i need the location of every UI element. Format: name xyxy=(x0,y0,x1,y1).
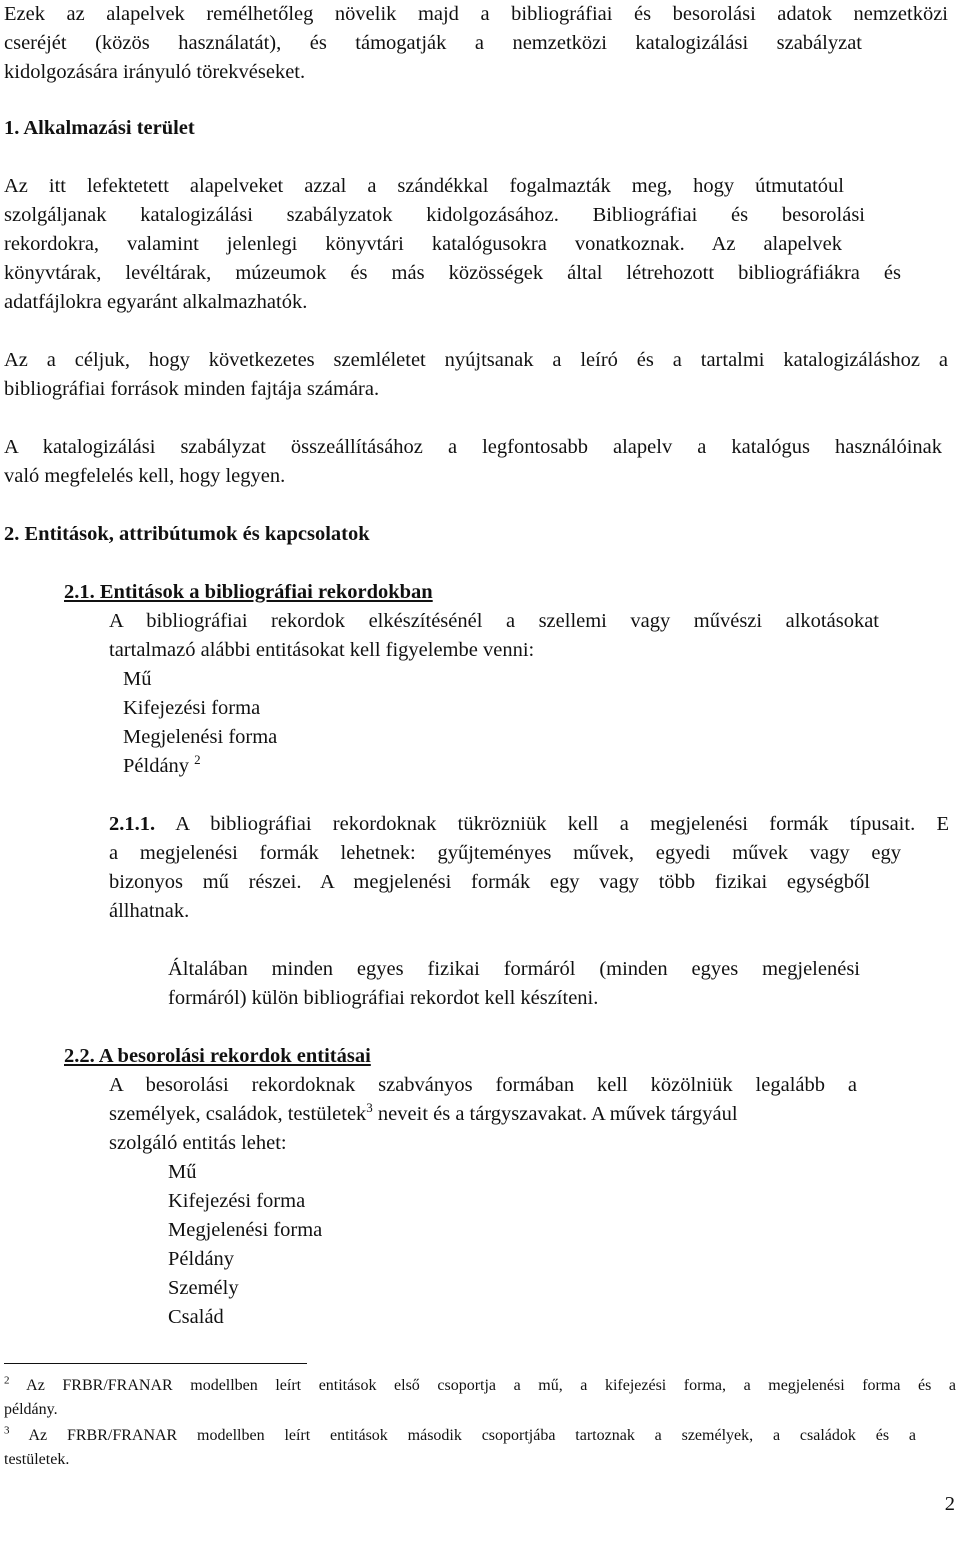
s21-text-line-1: A bibliográfiai rekordok elkészítésénél a szellemi vagy művészi alkotásokat xyxy=(109,610,879,632)
s1-p1-line-2: szolgáljanak katalogizálási szabályzatok kidolgozásához. Bibliográfiai és besorolási xyxy=(4,204,865,226)
s1-p2-line-1: Az a céljuk, hogy következetes szemléletet nyújtsanak a leíró és a tartalmi katalogizáláshoz a xyxy=(4,349,948,371)
intro-line-1: Ezek az alapelvek remélhetőleg növelik majd a bibliográfiai és besorolási adatok nemzetközi xyxy=(4,3,948,25)
section-1-heading: 1. Alkalmazási terület xyxy=(4,117,195,139)
intro-line-3: kidolgozására irányuló törekvéseket. xyxy=(4,61,306,83)
s1-p1-line-1: Az itt lefektetett alapelveket azzal a szándékkal fogalmazták meg, hogy útmutatóul xyxy=(4,175,844,197)
s1-p3-line-1: A katalogizálási szabályzat összeállításához a legfontosabb alapelv a katalógus használóinak xyxy=(4,436,942,458)
s22-item-kifejezesi-forma: Kifejezési forma xyxy=(168,1190,306,1212)
footnote-2-line-1: $^2$ Az FRBR/FRANAR modellben leírt entitások első csoportja a mű, a kifejezési forma, a megjelenési forma és a xyxy=(4,1374,956,1394)
footnote-ref-3: 3 xyxy=(366,1100,373,1116)
s1-p2-line-2: bibliográfiai források minden fajtája számára. xyxy=(4,378,380,400)
footnote-3-line-2: testületek. xyxy=(4,1451,70,1468)
s211-line-4: állhatnak. xyxy=(109,900,190,922)
s1-p1-line-4: könyvtárak, levéltárak, múzeumok és más közösségek által létrehozott bibliográfiákra és xyxy=(4,262,901,284)
s211-indented-line-1: Általában minden egyes fizikai formáról (minden egyes megjelenési xyxy=(168,958,860,980)
s1-p1-line-3: rekordokra, valamint jelenlegi könyvtári katalógusokra vonatkoznak. Az alapelvek xyxy=(4,233,842,255)
s211-line-1: 2.1.1. A bibliográfiai rekordoknak tükrözniük kell a megjelenési formák típusait. E xyxy=(109,813,949,835)
s211-line-3: bizonyos mű részei. A megjelenési formák egy vagy több fizikai egységből xyxy=(109,871,870,893)
s22-item-csalad: Család xyxy=(168,1306,224,1328)
s21-item-mu: Mű xyxy=(123,668,152,690)
s211-line-2: a megjelenési formák lehetnek: gyűjteményes művek, egyedi művek vagy egy xyxy=(109,842,901,864)
s22-item-peldany: Példány xyxy=(168,1248,235,1270)
s22-line-3: szolgáló entitás lehet: xyxy=(109,1132,287,1154)
intro-line-2: cseréjét (közös használatát), és támogatják a nemzetközi katalogizálási szabályzat xyxy=(4,32,862,54)
section-2-2-heading: 2.2. A besorolási rekordok entitásai xyxy=(64,1045,371,1067)
s22-line-1: A besorolási rekordoknak szabványos formában kell közölniük legalább a xyxy=(109,1074,857,1096)
s22-line-2: személyek, családok, testületek$^3$ neveit és a tárgyszavakat. A művek tárgyául xyxy=(109,1100,738,1125)
s1-p3-line-2: való megfelelés kell, hogy legyen. xyxy=(4,465,286,487)
s22-item-mu: Mű xyxy=(168,1161,197,1183)
footnote-2-line-2: példány. xyxy=(4,1401,58,1418)
footnote-ref-2: 2 xyxy=(194,752,201,768)
section-2-1-heading: 2.1. Entitások a bibliográfiai rekordokban xyxy=(64,581,433,603)
s22-item-megjelenesi-forma: Megjelenési forma xyxy=(168,1219,323,1241)
footnote-separator xyxy=(4,1363,307,1364)
s211-indented-line-2: formáról) külön bibliográfiai rekordot kell készíteni. xyxy=(168,987,599,1009)
s1-p1-line-5: adatfájlokra egyaránt alkalmazhatók. xyxy=(4,291,308,313)
s22-item-szemely: Személy xyxy=(168,1277,239,1299)
footnote-3-line-1: $^3$ Az FRBR/FRANAR modellben leírt entitások második csoportjába tartoznak a személyek, a családok és a xyxy=(4,1424,916,1444)
s21-item-peldany: Példány $^2$ xyxy=(123,752,201,777)
section-2-heading: 2. Entitások, attribútumok és kapcsolatok xyxy=(4,523,370,545)
s21-item-megjelenesi-forma: Megjelenési forma xyxy=(123,726,278,748)
page-number: 2 xyxy=(944,1493,955,1515)
s21-text-line-2: tartalmazó alábbi entitásokat kell figyelembe venni: xyxy=(109,639,535,661)
s21-item-kifejezesi-forma: Kifejezési forma xyxy=(123,697,261,719)
